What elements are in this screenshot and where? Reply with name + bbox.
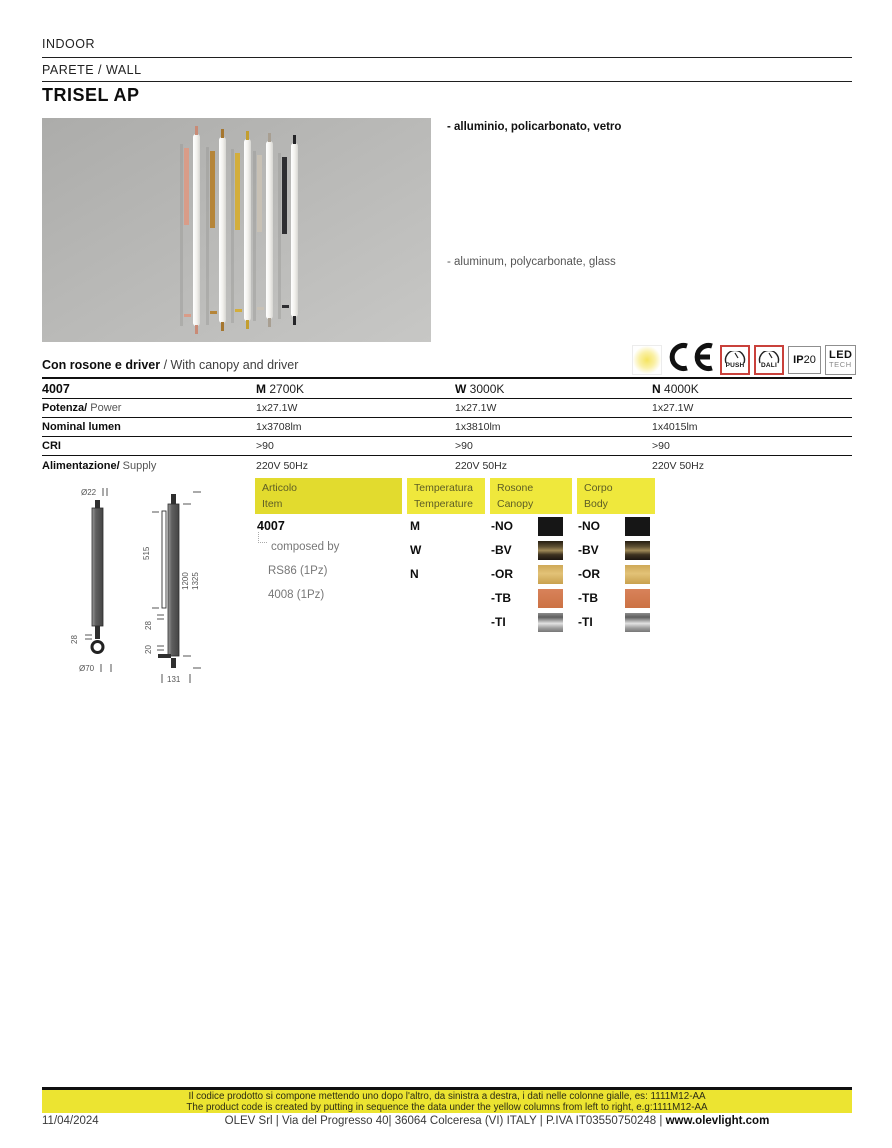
divider bbox=[42, 81, 852, 82]
variant-n: N 4000K bbox=[652, 381, 699, 396]
spec-header-row bbox=[42, 379, 852, 399]
page-title: TRISEL AP bbox=[42, 85, 140, 105]
body-finish-column bbox=[578, 514, 650, 634]
dim-131: 131 bbox=[167, 675, 181, 684]
product-code-note bbox=[42, 1090, 852, 1113]
swatch-gold bbox=[625, 565, 650, 584]
spec-row-cri: CRI >90 >90 >90 bbox=[42, 437, 852, 456]
dim-1325: 1325 bbox=[191, 572, 200, 590]
canopy-finish-column bbox=[491, 514, 563, 634]
spec-heading: Con rosone e driver / With canopy and driver bbox=[42, 358, 299, 372]
swatch-gold bbox=[538, 565, 563, 584]
temperature-option: N bbox=[410, 567, 419, 581]
product-photo bbox=[42, 118, 431, 342]
variant-w: W 3000K bbox=[455, 381, 505, 396]
dim-28-canopy: 28 bbox=[70, 635, 79, 644]
materials-english: - aluminum, polycarbonate, glass bbox=[447, 256, 616, 268]
dali-icon: DALI bbox=[754, 345, 784, 375]
component-part: RS86 (1Pz) bbox=[268, 565, 328, 577]
footer-company: OLEV Srl | Via del Progresso 40| 36064 Colceresa (VI) ITALY | P.IVA IT03550750248 | www.olevlight.com bbox=[224, 1115, 770, 1127]
finish-option: -OR bbox=[491, 562, 563, 586]
finish-option: -NO bbox=[491, 514, 563, 538]
swatch-bronze bbox=[538, 541, 563, 560]
note-italian: Il codice prodotto si compone mettendo uno dopo l'altro, da sinistra a destra, i dati nelle colonne gialle, es: 1111M12-AA bbox=[188, 1091, 706, 1102]
swatch-titanium bbox=[625, 613, 650, 632]
finish-option: -NO bbox=[578, 514, 650, 538]
subcategory-label: PARETE / WALL bbox=[42, 63, 142, 77]
finish-option: -OR bbox=[578, 562, 650, 586]
finish-option: -BV bbox=[491, 538, 563, 562]
finish-option: -TI bbox=[491, 610, 563, 634]
item-code: 4007 bbox=[257, 519, 285, 533]
column-header-canopy: Rosone Canopy bbox=[490, 478, 572, 514]
dim-diameter-canopy: Ø70 bbox=[79, 664, 95, 673]
footer-date: 11/04/2024 bbox=[42, 1115, 99, 1127]
dim-1200: 1200 bbox=[181, 572, 190, 590]
spec-section bbox=[42, 358, 852, 475]
push-dim-icon: PUSH bbox=[720, 345, 750, 375]
website-link[interactable]: www.olevlight.com bbox=[665, 1115, 770, 1127]
product-code: 4007 bbox=[42, 381, 70, 396]
temperature-option: W bbox=[410, 543, 422, 557]
footer bbox=[42, 1115, 852, 1127]
swatch-bronze bbox=[625, 541, 650, 560]
spec-row-power: Potenza/ Power 1x27.1W 1x27.1W 1x27.1W bbox=[42, 399, 852, 418]
finish-option: -TB bbox=[491, 586, 563, 610]
temperature-option: M bbox=[410, 519, 420, 533]
divider bbox=[42, 57, 852, 58]
component-part: 4008 (1Pz) bbox=[268, 589, 325, 601]
note-english: The product code is created by putting in sequence the data under the yellow columns from left to right, e.g:1111M12-AA bbox=[186, 1102, 708, 1114]
column-header-item: Articolo Item bbox=[255, 478, 402, 514]
swatch-terracotta bbox=[538, 589, 563, 608]
swatch-black bbox=[625, 517, 650, 536]
tree-connector bbox=[258, 532, 267, 543]
category-label: INDOOR bbox=[42, 37, 95, 51]
spec-row-lumen: Nominal lumen 1x3708lm 1x3810lm 1x4015lm bbox=[42, 418, 852, 437]
column-header-body: Corpo Body bbox=[577, 478, 655, 514]
finish-option: -BV bbox=[578, 538, 650, 562]
dim-diameter-top: Ø22 bbox=[81, 488, 97, 497]
ip20-icon: IP 20 bbox=[788, 346, 821, 374]
product-photo-image bbox=[42, 118, 431, 342]
finish-option: -TB bbox=[578, 586, 650, 610]
swatch-titanium bbox=[538, 613, 563, 632]
dim-20: 20 bbox=[144, 645, 153, 654]
spec-row-supply: Alimentazione/ Supply 220V 50Hz 220V 50Hz 220V 50Hz bbox=[42, 459, 704, 472]
dim-515: 515 bbox=[142, 546, 151, 560]
temperature-column bbox=[410, 514, 421, 586]
dimension-drawing bbox=[45, 478, 255, 690]
variant-m: M 2700K bbox=[256, 381, 305, 396]
column-header-temperature: Temperatura Temperature bbox=[407, 478, 485, 514]
materials-italian: - alluminio, policarbonato, vetro bbox=[447, 121, 622, 133]
swatch-terracotta bbox=[625, 589, 650, 608]
swatch-black bbox=[538, 517, 563, 536]
composed-by-label: composed by bbox=[271, 541, 340, 553]
led-tech-icon: LED TECH bbox=[825, 345, 856, 375]
dim-28-body: 28 bbox=[144, 621, 153, 630]
finish-option: -TI bbox=[578, 610, 650, 634]
spec-table bbox=[42, 377, 852, 475]
